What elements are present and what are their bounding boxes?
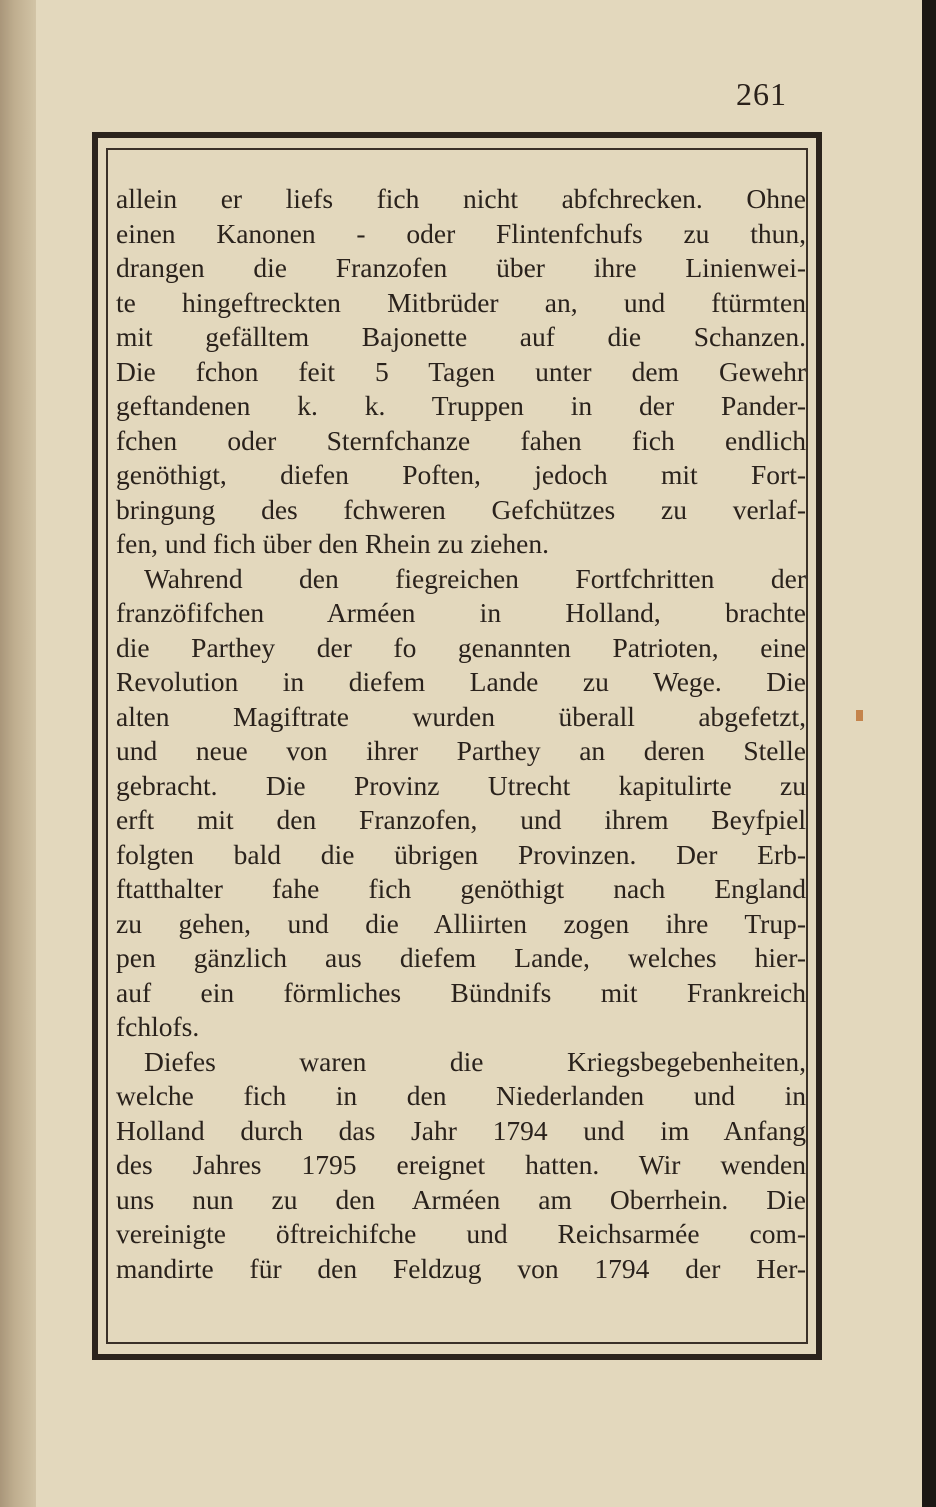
text-line: pen gänzlich aus diefem Lande, welches hier- [116, 942, 806, 973]
text-line: drangen die Franzofen über ihre Linienwei- [116, 252, 806, 283]
text-line: mandirte für den Feldzug von 1794 der Her- [116, 1252, 806, 1284]
paragraph-1 [116, 182, 806, 562]
text-line: bringung des fchweren Gefchützes zu verlaf- [116, 493, 806, 525]
text-line: auf ein förmliches Bündnifs mit Frankreich [116, 976, 806, 1008]
text-line: des Jahres 1795 ereignet hatten. Wir wenden [116, 1149, 806, 1180]
text-line: welche fich in den Niederlanden und in [116, 1080, 806, 1111]
book-spine-shadow [0, 0, 36, 1507]
text-line: ftatthalter fahe fich genöthigt nach England [116, 873, 806, 904]
paragraph-2 [116, 562, 806, 1045]
text-line: te hingeftreckten Mitbrüder an, und ftürmten [116, 286, 806, 318]
text-line: franzöfifchen Arméen in Holland, brachte [116, 597, 806, 628]
text-line: Revolution in diefem Lande zu Wege. Die [116, 666, 806, 697]
text-line: mit gefälltem Bajonette auf die Schanzen. [116, 321, 806, 352]
text-line: Die fchon feit 5 Tagen unter dem Gewehr [116, 355, 806, 387]
text-line: Diefes waren die Kriegsbegebenheiten, [144, 1045, 806, 1077]
text-line: alten Magiftrate wurden überall abgefetzt, [116, 700, 806, 732]
scan-edge [922, 0, 936, 1507]
text-line: uns nun zu den Arméen am Oberrhein. Die [116, 1183, 806, 1215]
page-number: 261 [736, 76, 787, 112]
text-line: die Parthey der fo genannten Patrioten, eine [116, 631, 806, 663]
text-line: geftandenen k. k. Truppen in der Pander- [116, 390, 806, 421]
text-line: zu gehen, und die Alliirten zogen ihre Trup- [116, 907, 806, 939]
text-line: folgten bald die übrigen Provinzen. Der Erb- [116, 838, 806, 870]
text-line: Wahrend den fiegreichen Fortfchritten der [144, 562, 806, 594]
paper-speck [856, 710, 863, 721]
text-line: fchen oder Sternfchanze fahen fich endlich [116, 424, 806, 456]
text-line: fchlofs. [116, 1011, 200, 1042]
text-line: vereinigte öftreichifche und Reichsarmée com- [116, 1218, 806, 1249]
text-line: gebracht. Die Provinz Utrecht kapitulirte zu [116, 769, 806, 801]
text-line: fen, und fich über den Rhein zu ziehen. [116, 528, 549, 559]
text-line: genöthigt, diefen Poften, jedoch mit Fort- [116, 459, 806, 490]
text-line: erft mit den Franzofen, und ihrem Beyfpiel [116, 804, 806, 835]
paragraph-3 [116, 1045, 806, 1287]
text-line: und neue von ihrer Parthey an deren Stelle [116, 735, 806, 766]
body-text [116, 182, 806, 1286]
text-line: allein er liefs fich nicht abfchrecken. Ohne [116, 183, 806, 214]
text-line: einen Kanonen - oder Flintenfchufs zu thun, [116, 217, 806, 249]
text-line: Holland durch das Jahr 1794 und im Anfang [116, 1114, 806, 1146]
